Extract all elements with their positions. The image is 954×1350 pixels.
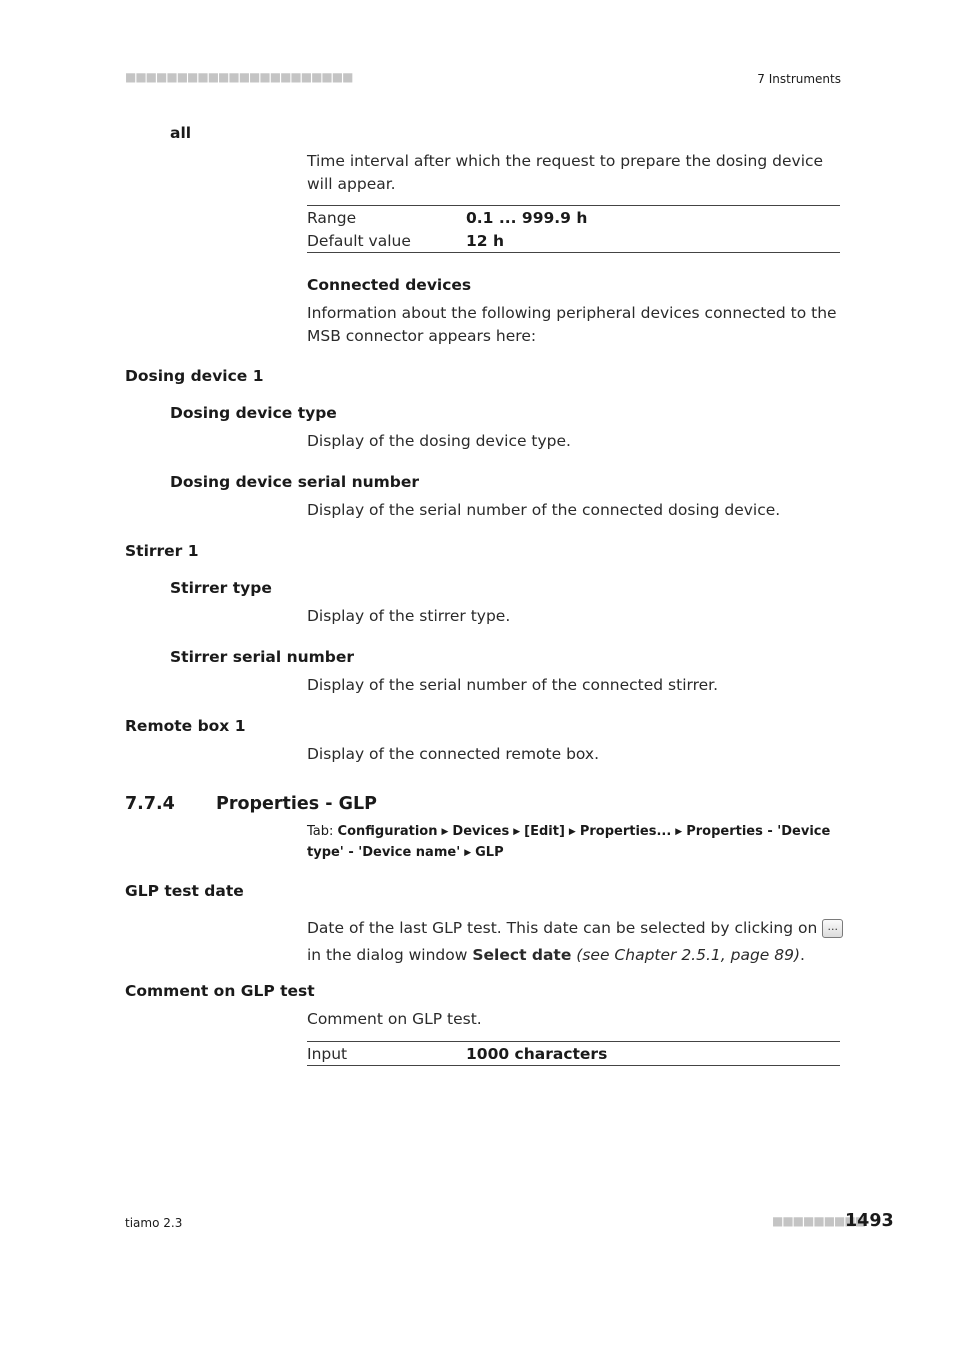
dosing-device-type-description: Display of the dosing device type. — [307, 432, 571, 450]
table-row — [307, 1042, 840, 1065]
table-value: 0.1 ... 999.9 h — [466, 208, 588, 227]
dosing-device-type-title: Dosing device type — [170, 404, 337, 422]
ellipsis-button-icon: ... — [822, 919, 843, 938]
table-value: 1000 characters — [466, 1044, 608, 1063]
entry-all-title: all — [170, 124, 192, 142]
section-number: 7.7.4 — [125, 794, 175, 814]
sentence-end: . — [800, 946, 805, 964]
glp-desc-part1: Date of the last GLP test. This date can be selected by clicking on — [307, 919, 818, 937]
glp-test-date-description — [307, 917, 847, 967]
triangle-right-icon: ▶ — [441, 827, 449, 837]
path-item: Properties - 'Device type' - 'Device name' — [307, 824, 831, 860]
header-marks: ■■■■■■■■■■■■■■■■■■■■■■ — [125, 70, 353, 84]
connected-devices-title: Connected devices — [307, 276, 472, 294]
path-item: Devices — [452, 824, 510, 839]
comment-glp-description: Comment on GLP test. — [307, 1010, 482, 1028]
dosing-device-serial-title: Dosing device serial number — [170, 473, 420, 491]
header-chapter: 7 Instruments — [757, 72, 841, 86]
glp-desc-part2: in the dialog window — [307, 946, 468, 964]
table-row — [307, 206, 840, 229]
path-item: [Edit] — [524, 824, 565, 839]
entry-all-table — [307, 205, 840, 253]
table-value: 12 h — [466, 231, 505, 250]
triangle-right-icon: ▶ — [568, 827, 576, 837]
footer-product: tiamo 2.3 — [125, 1216, 183, 1230]
remote-box-1-description: Display of the connected remote box. — [307, 745, 600, 763]
table-key: Input — [307, 1044, 348, 1063]
table-key: Range — [307, 208, 357, 227]
tab-path — [307, 822, 847, 864]
path-item: Properties... — [579, 824, 672, 839]
chapter-reference-link[interactable]: (see Chapter 2.5.1, page 89) — [576, 946, 801, 964]
dosing-device-1-title: Dosing device 1 — [125, 367, 264, 385]
tab-prefix: Tab: — [307, 824, 334, 839]
triangle-right-icon: ▶ — [675, 827, 683, 837]
remote-box-1-title: Remote box 1 — [125, 717, 246, 735]
table-key: Default value — [307, 231, 411, 250]
stirrer-serial-description: Display of the serial number of the connected stirrer. — [307, 676, 719, 694]
triangle-right-icon: ▶ — [513, 827, 521, 837]
page-number: 1493 — [845, 1211, 894, 1231]
comment-glp-table — [307, 1041, 840, 1066]
stirrer-serial-title: Stirrer serial number — [170, 648, 355, 666]
triangle-right-icon: ▶ — [464, 848, 472, 858]
section-title: Properties - GLP — [216, 794, 377, 814]
footer-marks: ■■■■■■■■■ — [772, 1214, 866, 1228]
dosing-device-serial-description: Display of the serial number of the connected dosing device. — [307, 501, 781, 519]
table-row — [307, 229, 840, 252]
glp-test-date-title: GLP test date — [125, 882, 244, 900]
section-heading — [125, 794, 377, 814]
stirrer-type-title: Stirrer type — [170, 579, 272, 597]
stirrer-type-description: Display of the stirrer type. — [307, 607, 511, 625]
dialog-name: Select date — [472, 946, 572, 964]
stirrer-1-title: Stirrer 1 — [125, 542, 199, 560]
path-item: GLP — [475, 845, 504, 860]
path-item: Configuration — [337, 824, 438, 839]
connected-devices-description: Information about the following peripheral devices connected to the MSB connector appears here: — [307, 304, 837, 345]
comment-glp-title: Comment on GLP test — [125, 982, 315, 1000]
entry-all-description: Time interval after which the request to prepare the dosing device will appear. — [307, 152, 824, 193]
